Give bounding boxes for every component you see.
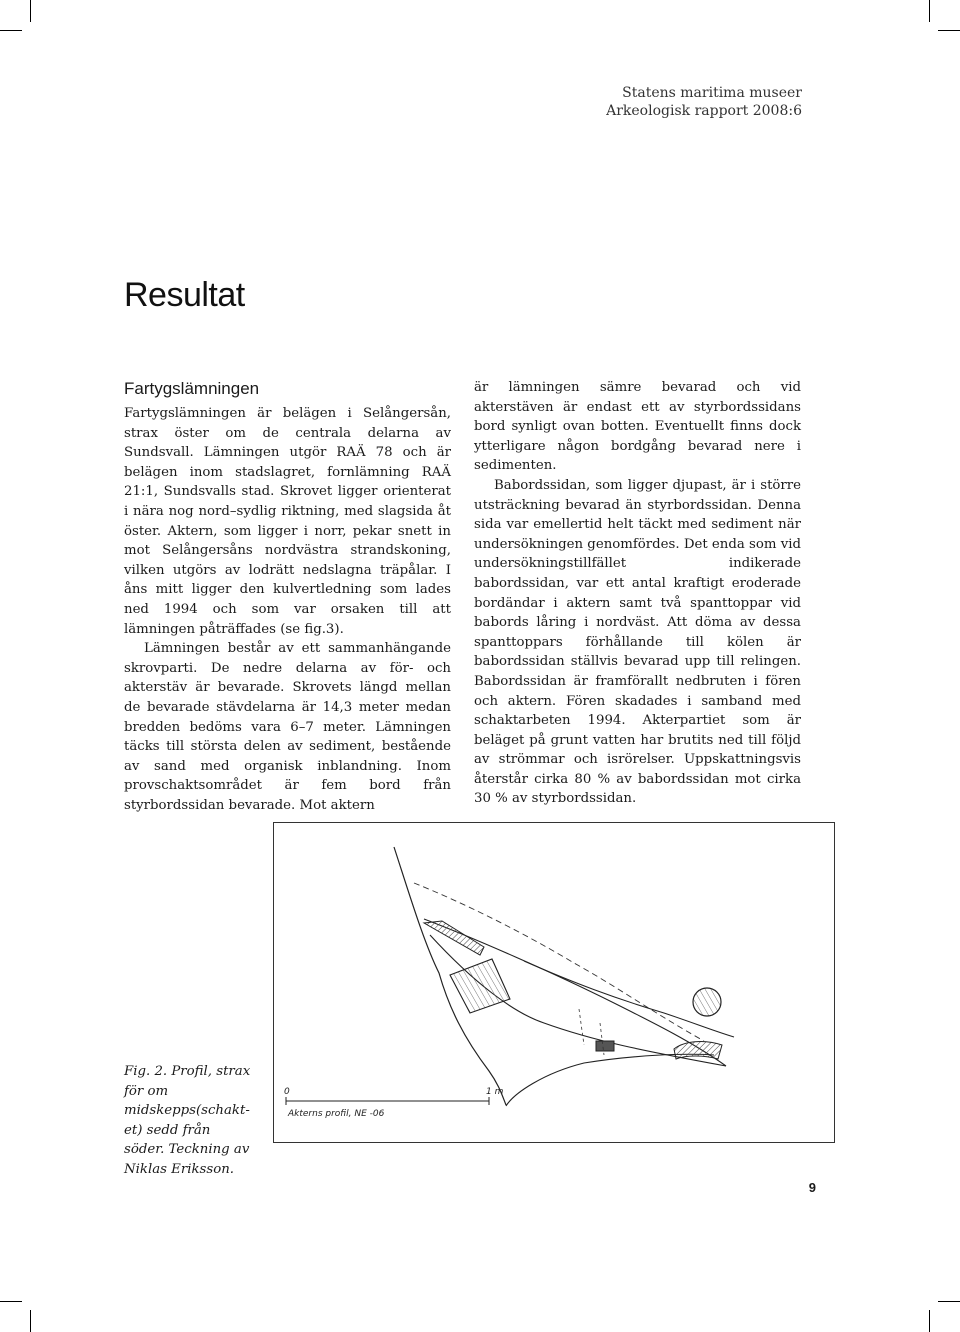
crop-mark: [0, 1301, 22, 1302]
scale-start-label: 0: [284, 1087, 290, 1097]
scale-end-label: 1 m: [486, 1087, 504, 1097]
paragraph: Lämningen består av ett sammanhängande skrovparti. De nedre delarna av för- och akterstäv är bevarade. Skrovets längd mellan de bevarade stävdelarna är 14,3 meter medan bredden bedöms vara 6–7 meter. Lämningen täcks till största delen av sediment, bestående av sand med organisk inblandning. Inom provschaktsområdet är fem bord från styrbordssidan bevarade. Mot aktern: [124, 641, 451, 813]
crop-mark: [30, 1310, 31, 1332]
page-title: Resultat: [124, 276, 245, 314]
section-heading: Fartygslämningen: [124, 379, 260, 398]
hull-outline: [414, 883, 704, 1041]
page-number: 9: [808, 1180, 816, 1195]
paragraph: är lämningen sämre bevarad och vid akterstäven är endast ett av styrbordssidans bord synligt ovan botten. Eventuellt finns dock ytterligare någon bordgång bevarad nere i sedimenten.: [474, 380, 801, 474]
plank-section: [596, 1041, 614, 1051]
figure-caption: Fig. 2. Profil, strax för om midskepps(schakt-et) sedd från söder. Teckning av Niklas Eriksson.: [124, 1064, 251, 1177]
profile-drawing: [274, 823, 834, 1142]
crop-mark: [938, 1301, 960, 1302]
running-header: [606, 84, 802, 120]
header-line-2: Arkeologisk rapport 2008:6: [606, 103, 802, 119]
crop-mark: [30, 0, 31, 22]
paragraph: Babordssidan, som ligger djupast, är i större utsträckning bevarad än styrbordssidan. Denna sida var emellertid helt täckt med sediment när undersökningen genomfördes. Det enda som vid undersökningstillfället indikerade babordssidan, var ett antal kraftigt eroderade bordändar i aktern samt två spanttoppar vid babords låring i nordväst. Att döma av dessa spanttoppars förhållande till kölen är babordssidan ställvis bevarad upp till relingen. Babordssidan är framförallt nedbruten i fören och aktern. Fören skadades i samband med schaktarbeten 1994. Akterpartiet som är beläget på grunt vatten har brutits ned till följd av strömmar och isrörelser. Uppskattningsvis återstår cirka 80 % av babordssidan mot cirka 30 % av styrbordssidan.: [474, 477, 801, 807]
bank-line: [506, 1054, 714, 1106]
crop-mark: [929, 1310, 930, 1332]
crop-mark: [929, 0, 930, 22]
header-line-1: Statens maritima museer: [622, 85, 802, 101]
timber-cross-section: [693, 988, 721, 1016]
paragraph: Fartygslämningen är belägen i Selångersån, strax öster om de centrala delarna av Sundsvall. Lämningen utgör RAÄ 78 och är belägen inom stadslagret, fornlämning RAÄ 21:1, Sundsvalls stad. Skrovet ligger orienterat i nära nog nord–sydlig riktning, med slagsida åt öster. Aktern, som ligger i norr, pekar snett in mot Selångersåns nordvästra strandskoning, vilken utgörs av lodrätt nedslagna träpålar. I åns mitt ligger den kulvertledning som lades ned 1994 och som var orsaken till att lämningen påträffades (se fig.3).: [124, 406, 451, 637]
plank-section: [450, 959, 510, 1013]
text-column-left: [124, 378, 451, 815]
figure-frame: [273, 822, 835, 1143]
plank-section: [674, 1042, 722, 1059]
crop-mark: [938, 30, 960, 31]
crop-mark: [0, 30, 22, 31]
handwritten-note: Akterns profil, NE -06: [288, 1109, 385, 1119]
text-column-right: [474, 378, 801, 809]
